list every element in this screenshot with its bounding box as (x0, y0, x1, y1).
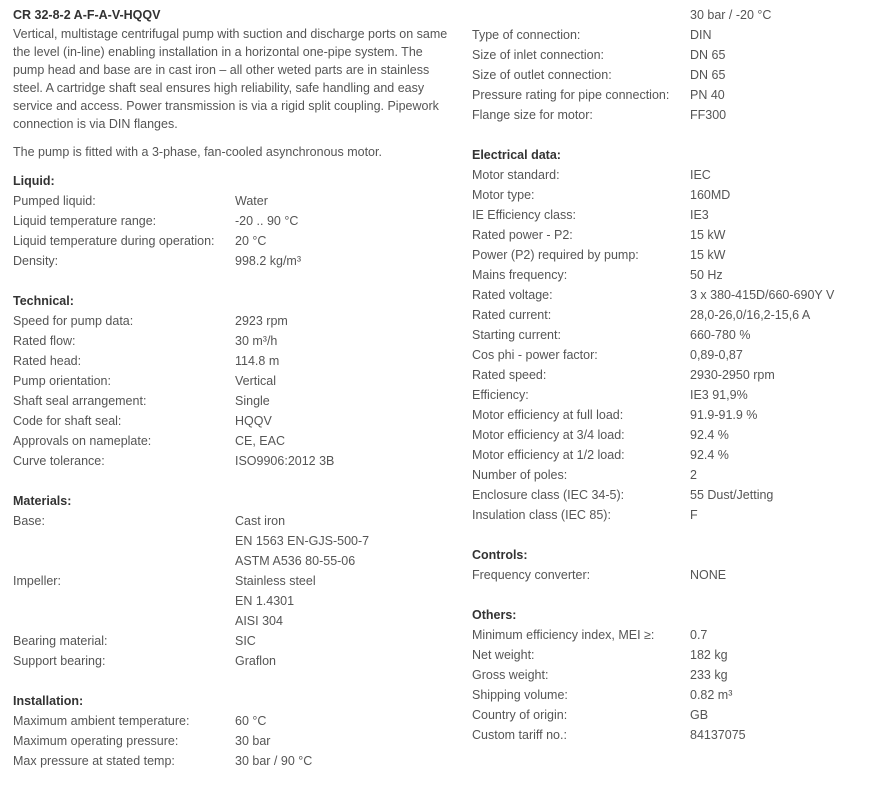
spec-values (235, 631, 453, 651)
spec-row (13, 311, 453, 331)
spec-row (13, 211, 453, 231)
spec-values (690, 645, 862, 665)
spec-value: 30 bar / -20 °C (690, 8, 772, 22)
spec-value: IE3 91,9% (690, 388, 748, 402)
spec-value: GB (690, 708, 709, 722)
spec-label: Flange size for motor: (472, 108, 593, 122)
spec-label: Gross weight: (472, 668, 549, 682)
spec-value: 92.4 % (690, 428, 729, 442)
spec-values (690, 465, 862, 485)
spec-row (472, 565, 862, 585)
spec-label (472, 5, 690, 25)
spec-label: Motor efficiency at 1/2 load: (472, 448, 625, 462)
motor-note: The pump is fitted with a 3-phase, fan-cooled asynchronous motor. (13, 145, 382, 159)
spec-row (13, 431, 453, 451)
spec-row (472, 705, 862, 725)
spec-value: 91.9-91.9 % (690, 408, 758, 422)
spec-value: IE3 (690, 208, 709, 222)
spec-value: ISO9906:2012 3B (235, 454, 335, 468)
spec-section-continued (472, 5, 862, 125)
spec-label: Maximum operating pressure: (13, 734, 179, 748)
spec-values (690, 725, 862, 745)
spec-label: Pump orientation: (13, 374, 111, 388)
spec-label: Curve tolerance: (13, 454, 105, 468)
spec-label: Custom tariff no.: (472, 728, 567, 742)
spec-value: 15 kW (690, 228, 726, 242)
spec-values (235, 351, 453, 371)
right-column (472, 0, 862, 765)
section-heading: Others: (472, 608, 517, 622)
spec-value: EN 1.4301 (235, 594, 295, 608)
spec-label: Size of outlet connection: (472, 68, 612, 82)
spec-row (13, 731, 453, 751)
description-paragraph: Vertical, multistage centrifugal pump with suction and discharge ports on same the level (in-line) enabling installation in a horizontal one-pipe system. The pump head and base are in cast iron – all other weted parts are in stainless steel. A cartridge shaft seal ensures high reliability, safe handling and easy service and access. Power transmission is via a rigid split coupling. Pipework connection is via DIN flanges. (13, 27, 448, 131)
spec-label: Pressure rating for pipe connection: (472, 88, 670, 102)
spec-value: 15 kW (690, 248, 726, 262)
spec-label: Max pressure at stated temp: (13, 754, 175, 768)
spec-values (690, 345, 862, 365)
spec-value: SIC (235, 634, 256, 648)
spec-label: Base: (13, 514, 45, 528)
spec-row (472, 305, 862, 325)
spec-value: CE, EAC (235, 434, 286, 448)
spec-row (13, 411, 453, 431)
spec-values (690, 485, 862, 505)
spec-values (690, 85, 862, 105)
spec-label: Enclosure class (IEC 34-5): (472, 488, 625, 502)
spec-row (472, 465, 862, 485)
spec-value: AISI 304 (235, 614, 283, 628)
spec-values (235, 231, 453, 251)
spec-label: Frequency converter: (472, 568, 591, 582)
spec-label: Motor efficiency at full load: (472, 408, 624, 422)
spec-values (235, 211, 453, 231)
spec-values (235, 571, 453, 631)
spec-values (690, 265, 862, 285)
spec-row (472, 5, 862, 25)
spec-value: 20 °C (235, 234, 267, 248)
spec-value: Graflon (235, 654, 276, 668)
spec-label: Size of inlet connection: (472, 48, 605, 62)
spec-value: 2 (690, 468, 697, 482)
spec-value: 233 kg (690, 668, 728, 682)
spec-values (690, 185, 862, 205)
spec-row (472, 445, 862, 465)
spec-values (235, 731, 453, 751)
spec-label: Rated head: (13, 354, 82, 368)
spec-value: Single (235, 394, 270, 408)
spec-value: 50 Hz (690, 268, 723, 282)
spec-row (472, 245, 862, 265)
spec-section-liquid (13, 171, 453, 271)
spec-row (13, 191, 453, 211)
spec-row (472, 505, 862, 525)
left-spec-sections (13, 171, 453, 771)
spec-row (13, 251, 453, 271)
spec-label: Motor type: (472, 188, 535, 202)
section-heading: Technical: (13, 294, 74, 308)
spec-label: Bearing material: (13, 634, 108, 648)
spec-row (472, 105, 862, 125)
spec-value: 92.4 % (690, 448, 729, 462)
spec-values (235, 411, 453, 431)
spec-label: Maximum ambient temperature: (13, 714, 190, 728)
spec-values (690, 505, 862, 525)
spec-values (690, 625, 862, 645)
spec-value: -20 .. 90 °C (235, 214, 299, 228)
spec-value: DN 65 (690, 48, 726, 62)
spec-row (472, 265, 862, 285)
spec-value: FF300 (690, 108, 727, 122)
spec-row (472, 225, 862, 245)
spec-value: DIN (690, 28, 712, 42)
spec-value: EN 1563 EN-GJS-500-7 (235, 534, 370, 548)
spec-label: Efficiency: (472, 388, 529, 402)
spec-values (235, 391, 453, 411)
spec-label: Minimum efficiency index, MEI ≥: (472, 628, 655, 642)
spec-row (472, 725, 862, 745)
spec-row (472, 285, 862, 305)
spec-row (472, 405, 862, 425)
spec-value: 2923 rpm (235, 314, 288, 328)
spec-label: Rated flow: (13, 334, 76, 348)
spec-label: Number of poles: (472, 468, 568, 482)
spec-values (690, 425, 862, 445)
spec-label: Approvals on nameplate: (13, 434, 152, 448)
spec-row (472, 345, 862, 365)
spec-row (13, 571, 453, 631)
spec-row (472, 625, 862, 645)
spec-label: Cos phi - power factor: (472, 348, 598, 362)
spec-values (235, 511, 453, 571)
spec-values (690, 165, 862, 185)
spec-value: 114.8 m (235, 354, 280, 368)
spec-label: Type of connection: (472, 28, 581, 42)
spec-label: Density: (13, 254, 59, 268)
spec-label: Starting current: (472, 328, 561, 342)
spec-value: 0.82 m³ (690, 688, 733, 702)
spec-row (472, 185, 862, 205)
spec-row (472, 365, 862, 385)
spec-values (690, 245, 862, 265)
spec-row (472, 25, 862, 45)
spec-values (690, 5, 862, 25)
spec-value: 3 x 380-415D/660-690Y V (690, 288, 835, 302)
section-heading: Electrical data: (472, 148, 561, 162)
spec-label: Support bearing: (13, 654, 106, 668)
spec-values (690, 25, 862, 45)
spec-label: Shipping volume: (472, 688, 568, 702)
spec-values (690, 45, 862, 65)
spec-values (690, 705, 862, 725)
spec-section-materials (13, 491, 453, 671)
spec-values (690, 685, 862, 705)
spec-row (13, 631, 453, 651)
section-heading: Liquid: (13, 174, 55, 188)
spec-values (690, 445, 862, 465)
section-heading: Installation: (13, 694, 84, 708)
spec-values (235, 431, 453, 451)
spec-label: Mains frequency: (472, 268, 568, 282)
spec-label: Shaft seal arrangement: (13, 394, 147, 408)
spec-label: Insulation class (IEC 85): (472, 508, 611, 522)
spec-values (690, 205, 862, 225)
spec-row (472, 425, 862, 445)
spec-label: Impeller: (13, 574, 61, 588)
spec-value: 30 m³/h (235, 334, 278, 348)
spec-row (472, 685, 862, 705)
spec-values (235, 451, 453, 471)
spec-values (235, 711, 453, 731)
spec-label: Motor efficiency at 3/4 load: (472, 428, 625, 442)
spec-value: IEC (690, 168, 711, 182)
spec-value: Vertical (235, 374, 276, 388)
spec-row (472, 325, 862, 345)
spec-value: 84137075 (690, 728, 746, 742)
spec-row (472, 165, 862, 185)
spec-values (235, 331, 453, 351)
spec-label: Liquid temperature range: (13, 214, 157, 228)
spec-value: 160MD (690, 188, 731, 202)
spec-label: Liquid temperature during operation: (13, 234, 215, 248)
spec-section-technical (13, 291, 453, 471)
spec-value: 30 bar (235, 734, 271, 748)
spec-row (472, 65, 862, 85)
spec-value: HQQV (235, 414, 272, 428)
right-spec-sections (472, 5, 862, 745)
spec-row (13, 651, 453, 671)
spec-values (690, 105, 862, 125)
spec-values (235, 251, 453, 271)
spec-row (472, 205, 862, 225)
spec-row (472, 485, 862, 505)
spec-values (235, 651, 453, 671)
spec-values (690, 285, 862, 305)
spec-label: Rated voltage: (472, 288, 553, 302)
spec-label: IE Efficiency class: (472, 208, 576, 222)
spec-value: 55 Dust/Jetting (690, 488, 774, 502)
spec-values (690, 665, 862, 685)
spec-row (13, 711, 453, 731)
spec-section-others (472, 605, 862, 745)
spec-label: Speed for pump data: (13, 314, 134, 328)
spec-label: Rated power - P2: (472, 228, 573, 242)
spec-label: Rated current: (472, 308, 552, 322)
spec-value: Stainless steel (235, 574, 316, 588)
spec-row (13, 351, 453, 371)
spec-values (235, 191, 453, 211)
spec-values (690, 405, 862, 425)
spec-values (690, 365, 862, 385)
spec-label: Code for shaft seal: (13, 414, 122, 428)
spec-values (690, 325, 862, 345)
spec-row (472, 645, 862, 665)
spec-label: Country of origin: (472, 708, 568, 722)
spec-row (472, 665, 862, 685)
section-heading: Materials: (13, 494, 72, 508)
spec-value: 998.2 kg/m³ (235, 254, 302, 268)
spec-values (690, 65, 862, 85)
spec-label: Motor standard: (472, 168, 560, 182)
section-heading: Controls: (472, 548, 528, 562)
spec-values (690, 385, 862, 405)
spec-row (472, 385, 862, 405)
spec-value: 182 kg (690, 648, 728, 662)
spec-label: Pumped liquid: (13, 194, 96, 208)
spec-values (690, 225, 862, 245)
spec-value: 60 °C (235, 714, 267, 728)
spec-value: Water (235, 194, 268, 208)
spec-value: 660-780 % (690, 328, 751, 342)
spec-row (13, 511, 453, 571)
spec-section-installation (13, 691, 453, 771)
left-column (13, 0, 453, 791)
spec-label: Rated speed: (472, 368, 547, 382)
spec-value: 0,89-0,87 (690, 348, 743, 362)
spec-values (235, 311, 453, 331)
spec-values (690, 305, 862, 325)
spec-row (13, 451, 453, 471)
spec-row (13, 751, 453, 771)
spec-label: Net weight: (472, 648, 535, 662)
spec-value: Cast iron (235, 514, 286, 528)
spec-row (13, 231, 453, 251)
spec-values (235, 751, 453, 771)
spec-row (13, 331, 453, 351)
spec-label: Power (P2) required by pump: (472, 248, 639, 262)
spec-section-controls (472, 545, 862, 585)
spec-row (13, 371, 453, 391)
spec-value: DN 65 (690, 68, 726, 82)
spec-row (472, 45, 862, 65)
spec-values (690, 565, 862, 585)
spec-value: 2930-2950 rpm (690, 368, 775, 382)
spec-section-electrical-data (472, 145, 862, 525)
spec-value: NONE (690, 568, 727, 582)
spec-row (472, 85, 862, 105)
spec-value: F (690, 508, 698, 522)
spec-row (13, 391, 453, 411)
product-title: CR 32-8-2 A-F-A-V-HQQV (13, 8, 161, 22)
spec-value: ASTM A536 80-55-06 (235, 554, 356, 568)
spec-values (235, 371, 453, 391)
spec-value: PN 40 (690, 88, 725, 102)
spec-value: 28,0-26,0/16,2-15,6 A (690, 308, 811, 322)
spec-value: 30 bar / 90 °C (235, 754, 313, 768)
spec-value: 0.7 (690, 628, 708, 642)
